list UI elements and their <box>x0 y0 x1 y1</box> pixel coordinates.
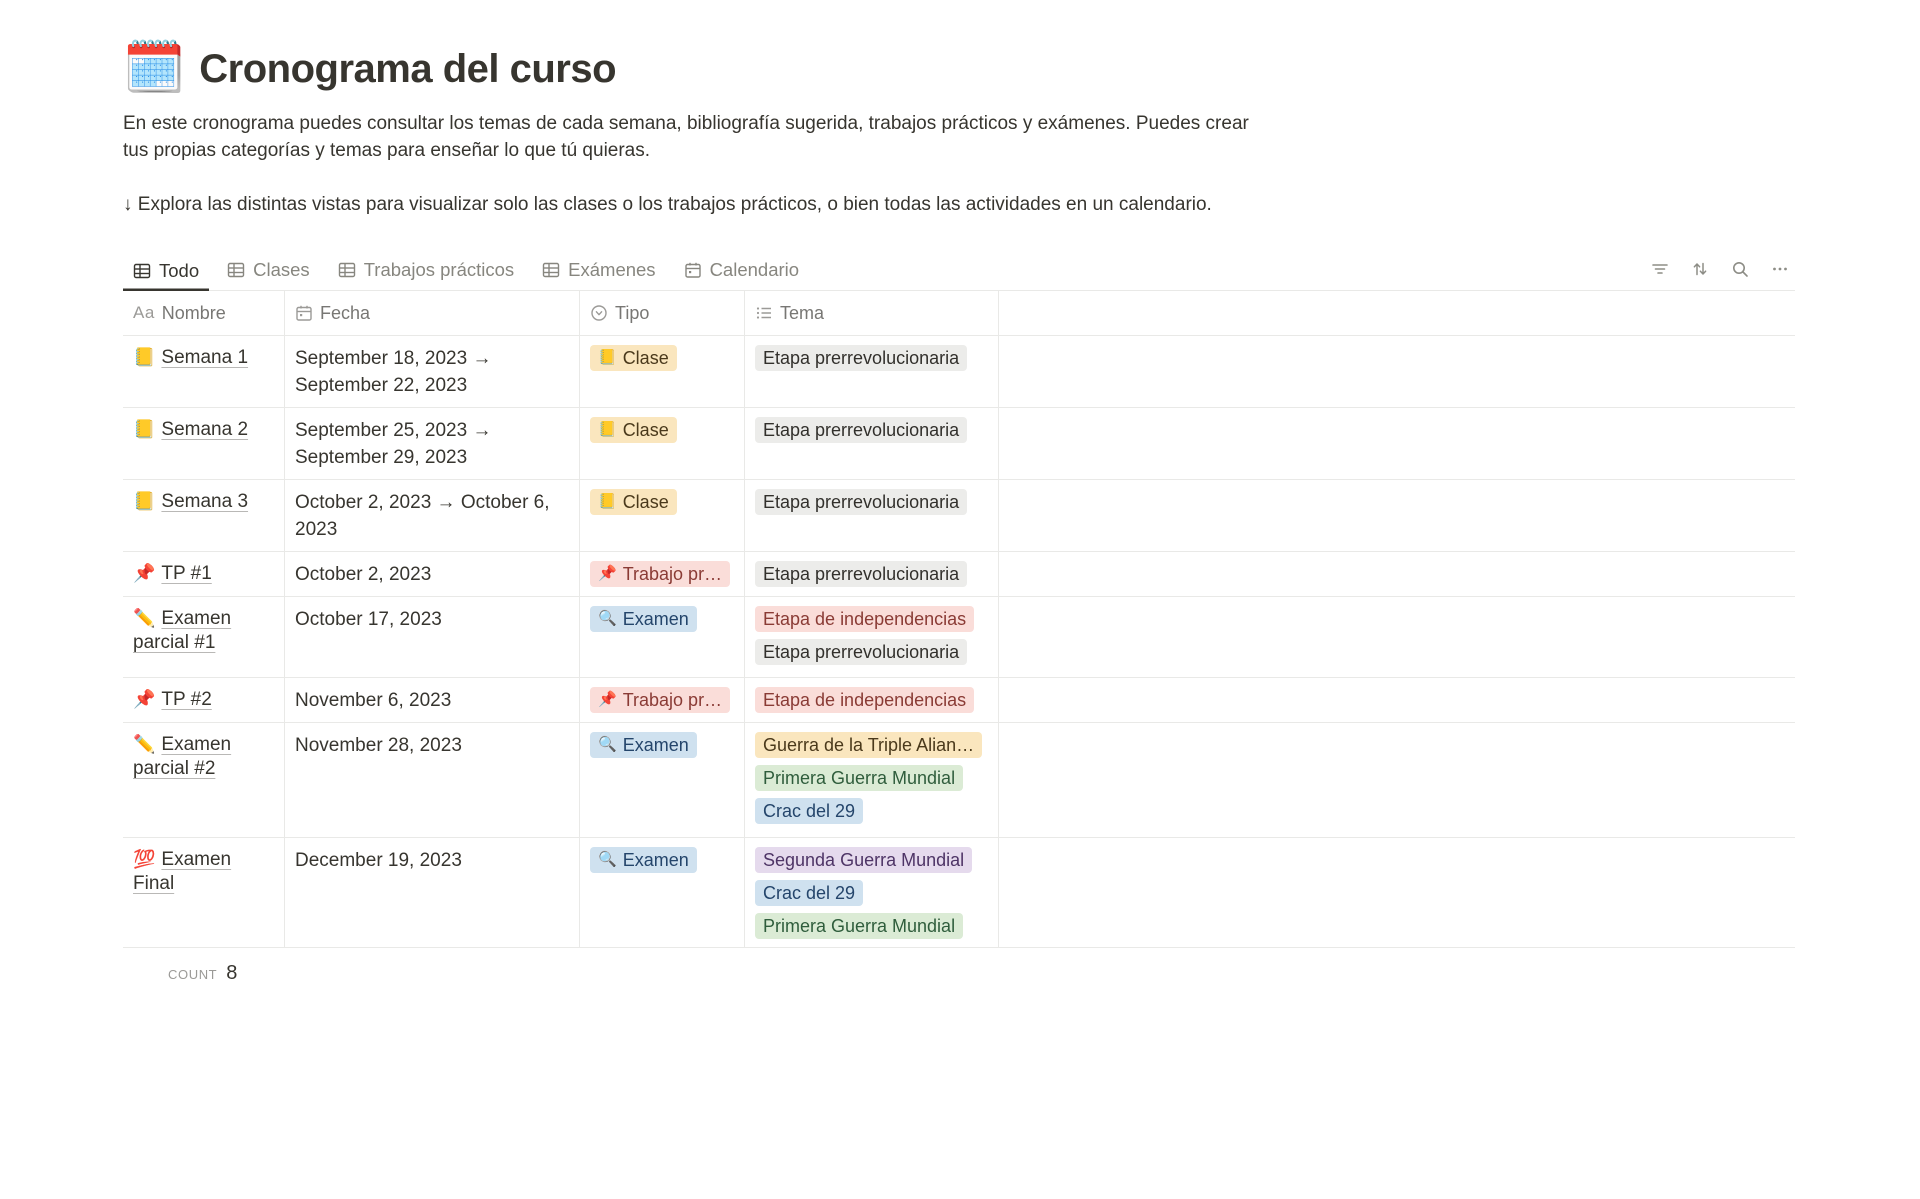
tema-cell[interactable] <box>745 838 999 947</box>
ledger-emoji-icon: 📒 <box>598 421 617 438</box>
tema-cell[interactable] <box>745 408 999 479</box>
tema-tag: Crac del 29 <box>755 798 863 824</box>
multiselect-property-icon <box>755 304 773 322</box>
column-label: Fecha <box>320 302 371 323</box>
row-spacer <box>999 408 1795 479</box>
tipo-cell[interactable] <box>580 336 745 407</box>
tema-cell[interactable] <box>745 336 999 407</box>
row-spacer <box>999 480 1795 551</box>
pushpin-emoji-icon: 📌 <box>598 691 617 708</box>
tipo-tag: Trabajo pr… <box>622 690 723 710</box>
fecha-cell[interactable]: September 18, 2023 → September 22, 2023 <box>285 336 580 407</box>
tab-clases[interactable] <box>217 253 320 290</box>
database-table <box>123 291 1795 948</box>
tab-examenes[interactable] <box>532 253 665 290</box>
page-title[interactable]: Cronograma del curso <box>199 47 617 91</box>
tema-tag: Guerra de la Triple Alian… <box>755 732 982 758</box>
pushpin-emoji-icon: 📌 <box>598 565 617 582</box>
column-header-nombre[interactable] <box>123 291 285 335</box>
table-view-icon <box>133 262 151 280</box>
tipo-tag: Examen <box>622 850 689 870</box>
page-link[interactable]: Examen Final <box>133 849 232 894</box>
name-cell <box>123 408 285 479</box>
count-label[interactable]: COUNT <box>168 967 218 982</box>
pushpin-emoji-icon: 📌 <box>133 689 156 709</box>
table-row[interactable] <box>123 838 1795 948</box>
table-header-row <box>123 291 1795 336</box>
view-tabs <box>123 253 809 290</box>
page-link[interactable]: TP #1 <box>161 563 212 584</box>
tipo-tag: Examen <box>622 609 689 629</box>
tipo-cell[interactable] <box>580 597 745 677</box>
tipo-cell[interactable] <box>580 723 745 837</box>
fecha-cell[interactable]: October 2, 2023 → October 6, 2023 <box>285 480 580 551</box>
tipo-cell[interactable] <box>580 408 745 479</box>
column-header-tema[interactable] <box>745 291 999 335</box>
tab-calendario[interactable] <box>674 253 809 290</box>
column-label: Tema <box>780 302 825 323</box>
fecha-cell[interactable]: October 2, 2023 <box>285 552 580 596</box>
tema-tag: Segunda Guerra Mundial <box>755 847 972 873</box>
tema-tag: Etapa prerrevolucionaria <box>755 489 967 515</box>
tipo-tag: Clase <box>622 420 669 440</box>
name-cell <box>123 678 285 722</box>
filter-icon[interactable] <box>1645 256 1675 282</box>
page-link[interactable]: Semana 2 <box>161 419 249 440</box>
table-row[interactable] <box>123 408 1795 480</box>
row-spacer <box>999 552 1795 596</box>
magnifier-emoji-icon: 🔍 <box>598 610 617 627</box>
page-link[interactable]: Examen parcial #2 <box>133 734 232 779</box>
tab-label: Clases <box>253 259 310 280</box>
tema-tag: Crac del 29 <box>755 880 863 906</box>
tema-tag: Etapa prerrevolucionaria <box>755 345 967 371</box>
tab-trabajos-practicos[interactable] <box>328 253 524 290</box>
pencil-emoji-icon: ✏️ <box>133 608 156 628</box>
tema-tag: Etapa prerrevolucionaria <box>755 417 967 443</box>
row-spacer <box>999 723 1795 837</box>
fecha-cell[interactable]: November 6, 2023 <box>285 678 580 722</box>
column-header-tipo[interactable] <box>580 291 745 335</box>
page-link[interactable]: Semana 3 <box>161 491 249 512</box>
count-value: 8 <box>226 962 238 984</box>
name-cell <box>123 552 285 596</box>
tema-cell[interactable] <box>745 597 999 677</box>
tab-label: Calendario <box>709 259 800 280</box>
sort-icon[interactable] <box>1685 256 1715 282</box>
tema-tag: Etapa prerrevolucionaria <box>755 561 967 587</box>
tipo-cell[interactable] <box>580 480 745 551</box>
name-cell <box>123 838 285 947</box>
page-description: En este cronograma puedes consultar los temas de cada semana, bibliografía sugerida, trabajos prácticos y exámenes. Puedes crear tus propias categorías y temas para enseñar lo que tú quieras. <box>123 113 1249 161</box>
page-link[interactable]: Semana 1 <box>161 347 249 368</box>
fecha-cell[interactable]: November 28, 2023 <box>285 723 580 837</box>
fecha-cell[interactable]: December 19, 2023 <box>285 838 580 947</box>
tema-cell[interactable] <box>745 552 999 596</box>
fecha-cell[interactable]: September 25, 2023 → September 29, 2023 <box>285 408 580 479</box>
ledger-emoji-icon: 📒 <box>598 493 617 510</box>
name-cell <box>123 723 285 837</box>
name-cell <box>123 336 285 407</box>
magnifier-emoji-icon: 🔍 <box>598 851 617 868</box>
page-header <box>123 40 1920 94</box>
tab-label: Todo <box>159 259 200 281</box>
pushpin-emoji-icon: 📌 <box>133 563 156 583</box>
ledger-emoji-icon: 📒 <box>133 347 156 367</box>
page-icon-spiral-calendar[interactable]: 🗓️ <box>123 39 186 95</box>
tema-tag: Etapa de independencias <box>755 606 974 632</box>
column-label: Tipo <box>615 302 650 323</box>
table-view-icon <box>338 261 356 279</box>
table-row[interactable] <box>123 678 1795 723</box>
text-property-icon: Aa <box>133 303 155 322</box>
table-row[interactable] <box>123 723 1795 838</box>
page-link[interactable]: Examen parcial #1 <box>133 608 232 653</box>
tipo-tag: Examen <box>622 735 689 755</box>
table-row[interactable] <box>123 336 1795 408</box>
database-toolbar <box>1645 256 1795 290</box>
tema-tag: Etapa prerrevolucionaria <box>755 639 967 665</box>
more-icon[interactable] <box>1765 256 1795 282</box>
tema-cell[interactable] <box>745 678 999 722</box>
tipo-cell[interactable] <box>580 678 745 722</box>
tema-tag: Primera Guerra Mundial <box>755 765 963 791</box>
name-cell <box>123 480 285 551</box>
column-header-fecha[interactable] <box>285 291 580 335</box>
row-spacer <box>999 838 1795 947</box>
table-view-icon <box>227 261 245 279</box>
tipo-cell[interactable] <box>580 552 745 596</box>
table-row[interactable] <box>123 480 1795 552</box>
table-view-icon <box>542 261 560 279</box>
column-spacer <box>999 291 1795 335</box>
search-icon[interactable] <box>1725 256 1755 282</box>
tab-label: Trabajos prácticos <box>363 259 515 280</box>
database-view-bar <box>123 251 1795 291</box>
calendar-view-icon <box>684 261 702 279</box>
ledger-emoji-icon: 📒 <box>133 419 156 439</box>
table-row[interactable] <box>123 552 1795 597</box>
select-property-icon <box>590 304 608 322</box>
row-spacer <box>999 597 1795 677</box>
date-property-icon <box>295 304 313 322</box>
pencil-emoji-icon: ✏️ <box>133 734 156 754</box>
tipo-tag: Trabajo pr… <box>622 564 723 584</box>
ledger-emoji-icon: 📒 <box>598 349 617 366</box>
page-description-hint: ↓ Explora las distintas vistas para visualizar solo las clases o los trabajos prácticos, o bien todas las actividades en un calendario. <box>123 194 1212 215</box>
table-footer <box>123 948 1920 985</box>
magnifier-emoji-icon: 🔍 <box>598 736 617 753</box>
tema-tag: Primera Guerra Mundial <box>755 913 963 939</box>
tema-cell[interactable] <box>745 480 999 551</box>
tab-todo[interactable] <box>123 253 209 291</box>
tipo-cell[interactable] <box>580 838 745 947</box>
row-spacer <box>999 678 1795 722</box>
row-spacer <box>999 336 1795 407</box>
ledger-emoji-icon: 📒 <box>133 491 156 511</box>
name-cell <box>123 597 285 677</box>
table-row[interactable] <box>123 597 1795 678</box>
tipo-tag: Clase <box>622 348 669 368</box>
page-link[interactable]: TP #2 <box>161 689 212 710</box>
tema-tag: Etapa de independencias <box>755 687 974 713</box>
tema-cell[interactable] <box>745 723 999 837</box>
tab-label: Exámenes <box>568 259 656 280</box>
hundred-points-emoji-icon: 💯 <box>133 849 156 869</box>
column-label: Nombre <box>161 302 226 323</box>
fecha-cell[interactable]: October 17, 2023 <box>285 597 580 677</box>
tipo-tag: Clase <box>622 492 669 512</box>
